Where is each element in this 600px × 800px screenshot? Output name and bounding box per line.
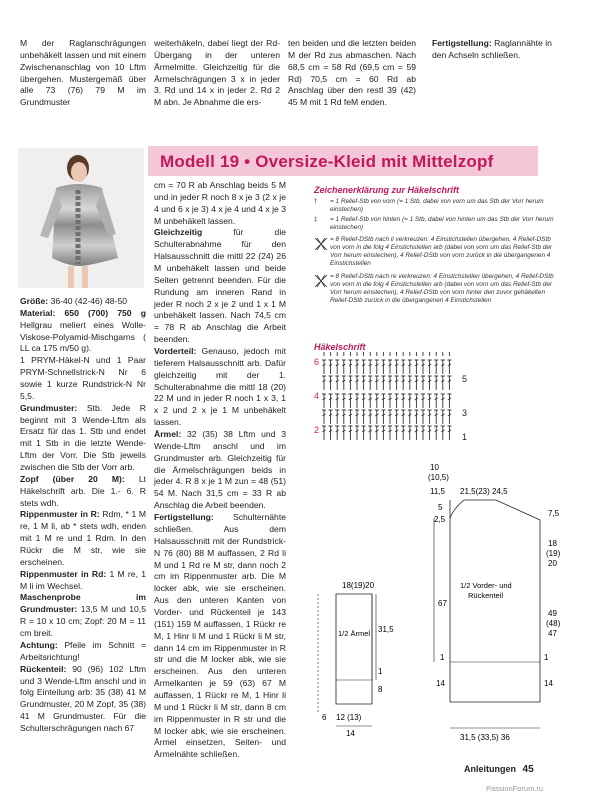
stitch-symbol [368,426,372,440]
stitch-symbol [421,376,425,390]
page-number: 45 [522,764,534,775]
stitch-symbol [434,352,438,356]
stitch-symbol [421,360,425,374]
stitch-symbol [342,410,346,424]
watermark: PassionForum.ru [486,784,544,793]
achtung-text: Pfeile im Schnitt = Arbeitsrichtung! [20,639,146,662]
stitch-symbol [368,410,372,424]
stitch-symbol [447,394,451,408]
stitch-symbol [408,360,412,374]
stitch-symbol [355,394,359,408]
middle-column [154,180,286,761]
top-col-4 [432,38,552,62]
stitch-symbol [447,376,451,390]
stitch-symbol [434,360,438,374]
stitch-symbol [348,426,352,440]
stitch-symbol [335,352,339,356]
stitch-symbol [381,352,385,356]
stitch-symbol [414,376,418,390]
stitch-symbol [348,376,352,390]
sleeve-cuff: 8 [378,685,383,694]
chart-title: Häkelschrift [314,342,366,352]
stitch-symbol [342,360,346,374]
legend-item-3 [314,236,556,268]
shoulder-text: cm = 70 R ab Anschlag beids 5 M und in jeder R noch 8 x je 3 (2 x je 4 und 6 x je 3) 4 x je 4 und 4 x je 3 M unbehäkelt lassen. [154,180,286,226]
stitch-symbol [362,394,366,408]
page-footer [464,763,534,777]
legend-item-1 [314,198,556,214]
stitch-symbol [342,352,346,356]
stitch-symbol [414,352,418,356]
needles-text: 1 PRYM-Häkel-N und 1 Paar PRYM-Schnellstrick-N Nr 6 sowie 1 kurze Rundstrick-N Nr 5,5. [20,355,146,401]
body-label-2: Rückenteil [468,591,504,600]
sleeve-one: 1 [378,667,383,676]
stitch-symbol [408,426,412,440]
stitch-symbol [362,352,366,356]
stitch-symbol [388,352,392,356]
left-column [20,296,146,735]
sleeve-schematic [316,576,426,746]
stitch-symbol [375,352,379,356]
top-col-3-text: ten beiden und die letzten beiden M der Rd zus abmaschen. Nach 68,5 cm = 58 Rd (69,5 cm = 59 Rd) 70,5 cm = 60 Rd ab Anschlag über den restl 39 (42) 45 M mit 1 Rd feM enden. [288,38,416,108]
row-label-2: 2 [314,425,320,435]
legend-item-3-text: = 8 Relief-DStb nach li verkreuzen: 4 Einstichstellen übergehen, 4 Relief-DStb von vorn in die folg 4 Einstichstellen arb (dabei von vorn um das Relief-Stb der Vorr herum einstechen), 4 Relief-DStb von vorn zurück in die übergangenen 4 Einstichstellen [330,236,553,267]
stitch-symbol [368,360,372,374]
groesse-label: Größe: [20,296,49,306]
stitch-symbol [322,360,326,374]
stitch-symbol [395,352,399,356]
stitch-symbol [388,376,392,390]
stitch-symbol [401,352,405,356]
stitch-symbol [335,410,339,424]
rippen-r-text: Rdm, * 1 M re, 1 M li, ab * stets wdh, enden mit 1 M re und 1 Rdm. In den Rückr die M str, wie sie erscheinen. [20,509,147,567]
crochet-chart [310,352,490,440]
stitch-symbol [368,352,372,356]
legend-item-1-text: = 1 Relief-Stb von vorn (= 1 Stb, dabei von vorn um das Stb der Vorr herum einstechen) [330,198,544,213]
stitch-symbol [421,394,425,408]
stitch-symbol [362,360,366,374]
stitch-symbol [408,376,412,390]
stitch-symbol [381,426,385,440]
stitch-symbol [335,394,339,408]
stitch-symbol [381,410,385,424]
stitch-symbol [414,426,418,440]
zopf-label: Zopf (über 20 M): [20,473,125,484]
stitch-symbol [408,410,412,424]
stitch-symbol [408,394,412,408]
stitch-symbol [381,394,385,408]
stitch-symbol [322,394,326,408]
stitch-symbol [408,352,412,356]
stitch-symbol [355,410,359,424]
zopf-text: Lt Häkelschrift arb. Die 1.- 6. R stets wdh. [20,473,146,508]
body-h14-left: 14 [436,679,445,688]
stitch-symbol [329,394,333,408]
stitch-symbol [434,376,438,390]
stitch-symbol [401,426,405,440]
stitch-symbol [329,376,333,390]
top-col-1 [20,38,146,109]
stitch-symbol [395,360,399,374]
body-r19: (19) [546,549,561,558]
stitch-symbol [355,376,359,390]
stitch-symbol [375,394,379,408]
stitch-symbol [335,376,339,390]
relief-front-icon: † [314,198,318,205]
stitch-symbol [395,410,399,424]
stitch-symbol [441,394,445,408]
grundmuster-label: Grundmuster: [20,402,78,413]
achtung-label: Achtung: [20,639,58,650]
stitch-symbol [401,410,405,424]
rippen-rd-label: Rippenmuster in Rd: [20,568,107,579]
body-r47: 47 [548,629,557,638]
stitch-symbol [368,376,372,390]
body-r48: (48) [546,619,561,628]
top-col-3 [288,38,416,109]
stitch-symbol [375,360,379,374]
stitch-symbol [428,426,432,440]
body-r49: 49 [548,609,557,618]
stitch-symbol [362,410,366,424]
stitch-symbol [355,426,359,440]
sleeve-height: 31,5 [378,625,394,634]
stitch-symbol [395,376,399,390]
body-h67: 67 [438,599,447,608]
body-t3: 11,5 [430,487,445,496]
stitch-symbol [375,426,379,440]
body-t2: (10,5) [428,473,449,482]
material-text: Hellgrau meliert eines Wolle-Viskose-Polyamid-Mischgarns ( LL ca 175 m/50 g). [20,319,146,354]
rueckenteil-text: 90 (96) 102 Lftm und 3 Wende-Lftm anschl und in folg Einteilung arb: 35 (38) 41 M Grundmuster, 20 M Zopf, 35 (38) 41 M Grundmuster. Für die Schulterschrägungen nach 67 [20,663,147,733]
body-t1: 10 [430,463,439,472]
stitch-symbol [322,410,326,424]
body-r18: 18 [548,539,557,548]
stitch-symbol [395,426,399,440]
stitch-symbol [428,376,432,390]
stitch-symbol [342,394,346,408]
stitch-symbol [368,394,372,408]
stitch-symbol [421,426,425,440]
stitch-symbol [348,352,352,356]
stitch-symbol [428,410,432,424]
rippen-rd-text: 1 M re, 1 M li im Wechsel. [20,568,146,591]
body-left25: 2,5 [434,515,446,524]
rippen-r-label: Rippenmuster in R: [20,509,100,520]
body-left5: 5 [438,503,443,512]
cross-left-icon [314,236,330,255]
aermel-text: 32 (35) 38 Lftm und 3 Wende-Lftm anschl und im Grundmuster arb. Gleichzeitig für die Ärmelschrägungen beids in jeder 4. R 8 x je 1 M zun = 48 (51) 54 M. Nach 31,5 cm = 33 R ab Anschlag die Arbeit beenden. [154,429,287,511]
sleeve-outline [336,594,372,704]
top-col-2 [154,38,280,109]
title-banner [148,146,538,176]
stitch-symbol [441,352,445,356]
body-h14-right: 14 [544,679,553,688]
fertig-label: Fertigstellung: [154,512,214,523]
relief-back-icon: ‡ [314,216,318,223]
sleeve-label: 1/2 Ärmel [338,629,371,638]
stitch-symbol [335,360,339,374]
maschenprobe-label: Maschenprobe im Grundmuster: [20,592,146,615]
legend-item-2-text: = 1 Relief-Stb von hinten (= 1 Stb, dabei von hinten um das Stb der Vorr herum einstechen) [330,216,554,231]
legend-item-4-text: = 8 Relief-DStb nach re verkreuzen: 4 Einstichstellen übergehen, 4 Relief-DStb von vorn in die folg 4 Einstichstellen arb (dabei von vorn um das Relief-Stb der Vorr herum einstechen), 4 Relief-DStb von vorn hinter den zuvor gehäkelten Relief-DStb zurück in die übergangenen 4 Einstichstellen [330,273,554,304]
legend-item-2 [314,216,556,232]
top-col-1-text: M der Raglanschrägungen unbehäkelt lassen und mit einem Zwischenanschlag von 10 Lftm übergehen. Mustergemäß über alle 73 (76) 79 M im Grundmuster [20,38,146,108]
stitch-symbol [375,410,379,424]
stitch-symbol [348,360,352,374]
body-one-right: 1 [544,653,549,662]
stitch-symbol [342,426,346,440]
cross-right-icon [314,273,330,292]
body-right75: 7,5 [548,509,560,518]
stitch-symbol [447,426,451,440]
row-label-5: 5 [462,374,468,384]
stitch-symbol [348,410,352,424]
stitch-symbol [421,352,425,356]
stitch-symbol [434,394,438,408]
stitch-symbol [329,410,333,424]
stitch-symbol [388,410,392,424]
stitch-symbol [441,360,445,374]
stitch-symbol [322,352,326,356]
stitch-symbol [441,426,445,440]
stitch-symbol [322,376,326,390]
sleeve-b3: 14 [346,729,355,738]
row-label-1: 1 [462,432,468,440]
sleeve-b2: 12 (13) [336,713,362,722]
stitch-symbol [428,394,432,408]
stitch-symbol [401,394,405,408]
gleichzeitig-text: für die Schulterabnahme für den Halsausschnitt die mittl 22 (24) 26 M unbehäkelt lassen und beide Seiten getrennt beenden. Für die Rundung am inneren Rand in jeder R noch 2 x je 2 und 1 x 1 M unbehäkelt lassen. Nach 74,5 cm = 78 R ab Anschlag die Arbeit beenden. [154,227,287,345]
body-one-left: 1 [440,653,445,662]
material-label: Material: 650 (700) 750 g [20,307,146,318]
model-photo [18,148,144,288]
stitch-symbol [388,426,392,440]
stitch-symbol [355,352,359,356]
stitch-symbol [355,360,359,374]
stitch-symbol [447,410,451,424]
vorderteil-label: Vorderteil: [154,346,197,357]
body-r20: 20 [548,559,557,568]
stitch-symbol [329,360,333,374]
aermel-label: Ärmel: [154,429,182,440]
stitch-symbol [401,376,405,390]
body-label-1: 1/2 Vorder- und [460,581,512,590]
maschenprobe-text: 13,5 M und 10,5 R = 10 x 10 cm; Zopf: 20 M = 11 cm breit. [20,604,146,639]
stitch-symbol [362,376,366,390]
row-label-6: 6 [314,357,320,367]
stitch-symbol [375,376,379,390]
stitch-symbol [447,352,451,356]
stitch-symbol [395,394,399,408]
stitch-symbol [441,376,445,390]
stitch-symbol [401,360,405,374]
stitch-symbol [421,410,425,424]
stitch-symbol [414,394,418,408]
stitch-symbol [428,352,432,356]
stitch-symbol [441,410,445,424]
page-title: Modell 19 • Oversize-Kleid mit Mittelzopf [160,152,494,171]
stitch-symbol [381,376,385,390]
groesse-text: 36-40 (42-46) 48-50 [50,296,127,306]
stitch-symbol [342,376,346,390]
row-label-4: 4 [314,391,320,401]
stitch-symbol [434,410,438,424]
stitch-symbol [447,360,451,374]
fertigstellung-text: Raglannähte in den Achseln schließen. [432,38,552,60]
grundmuster-text: Stb. Jede R beginnt mit 3 Wende-Lftm als Ersatz für das 1. Stb und endet mit 1 Stb in die letzte Wende-Lftm der Vorr. Die Stb jeweils zwischen die Stb der Vorr arb. [20,402,147,473]
stitch-symbol [388,394,392,408]
body-outline [450,500,540,702]
stitch-symbol [414,360,418,374]
row-label-3: 3 [462,408,468,418]
stitch-symbol [329,426,333,440]
stitch-symbol [329,352,333,356]
body-schematic [424,440,590,750]
fertig-text: Schulternähte schließen. Aus dem Halsausschnitt mit der Rundstrick-N 76 (80) 88 M auffassen, 2 Rd li M und 1 Rd re M str, dann noch 2 cm im Rippenmuster arb. Die M locker abk, wie sie erscheinen. Aus den unteren Kanten von Vorder- und Rückenteil je 143 (151) 159 M auffassen, 1 Rückr re M, 1 Hinr li M und 1 Rückr li M str, dann 14 cm im Rippenmuster in R str und die M locker abk, wie sie erscheinen. Aus den unteren Ärmelkanten je 59 (63) 67 M auffassen, 1 Rückr re M, 1 Hinr li M und 1 Rückr li M str, dann 8 cm im Rippenmuster in R str und die M locker abk, wie sie erscheinen. Ärmel einsetzen, Seiten- und Ärmelnähte schließen. [154,512,286,760]
stitch-symbol [335,426,339,440]
stitch-symbol [434,426,438,440]
vorderteil-text: Genauso, jedoch mit tieferem Halsausschnitt arb. Dafür gleichzeitig mit der 1. Schulterabnahme die mittl 18 (20) 22 M und in jeder R noch 1 x 3, 1 x 2 und 2 x je 1 M unbehäkelt lassen. [154,346,286,428]
stitch-symbol [414,410,418,424]
gleichzeitig-label: Gleichzeitig [154,227,203,238]
stitch-symbol [381,360,385,374]
stitch-symbol [388,360,392,374]
body-bottom-width: 31,5 (33,5) 36 [460,733,510,742]
rueckenteil-label: Rückenteil: [20,663,67,674]
legend-title: Zeichenerklärung zur Häkelschrift [314,185,460,195]
fertigstellung-label: Fertigstellung: [432,38,492,48]
stitch-symbol [428,360,432,374]
footer-label: Anleitungen [464,764,516,774]
sleeve-b1: 6 [322,713,327,722]
stitch-symbol [322,426,326,440]
stitch-symbol [348,394,352,408]
legend-item-4 [314,273,556,305]
body-t4: 21,5(23) 24,5 [460,487,508,496]
top-col-2-text: weiterhäkeln, dabei liegt der Rd-Übergang in der unteren Ärmelmitte. Gleichzeitig für die Ärmelschrägungen 3 x in jeder 3. Rd und 14 x in jeder 2. Rd 2 M abn. Je Abnahme die ers- [154,38,280,108]
sleeve-top-width: 18(19)20 [342,581,375,590]
stitch-symbol [362,426,366,440]
